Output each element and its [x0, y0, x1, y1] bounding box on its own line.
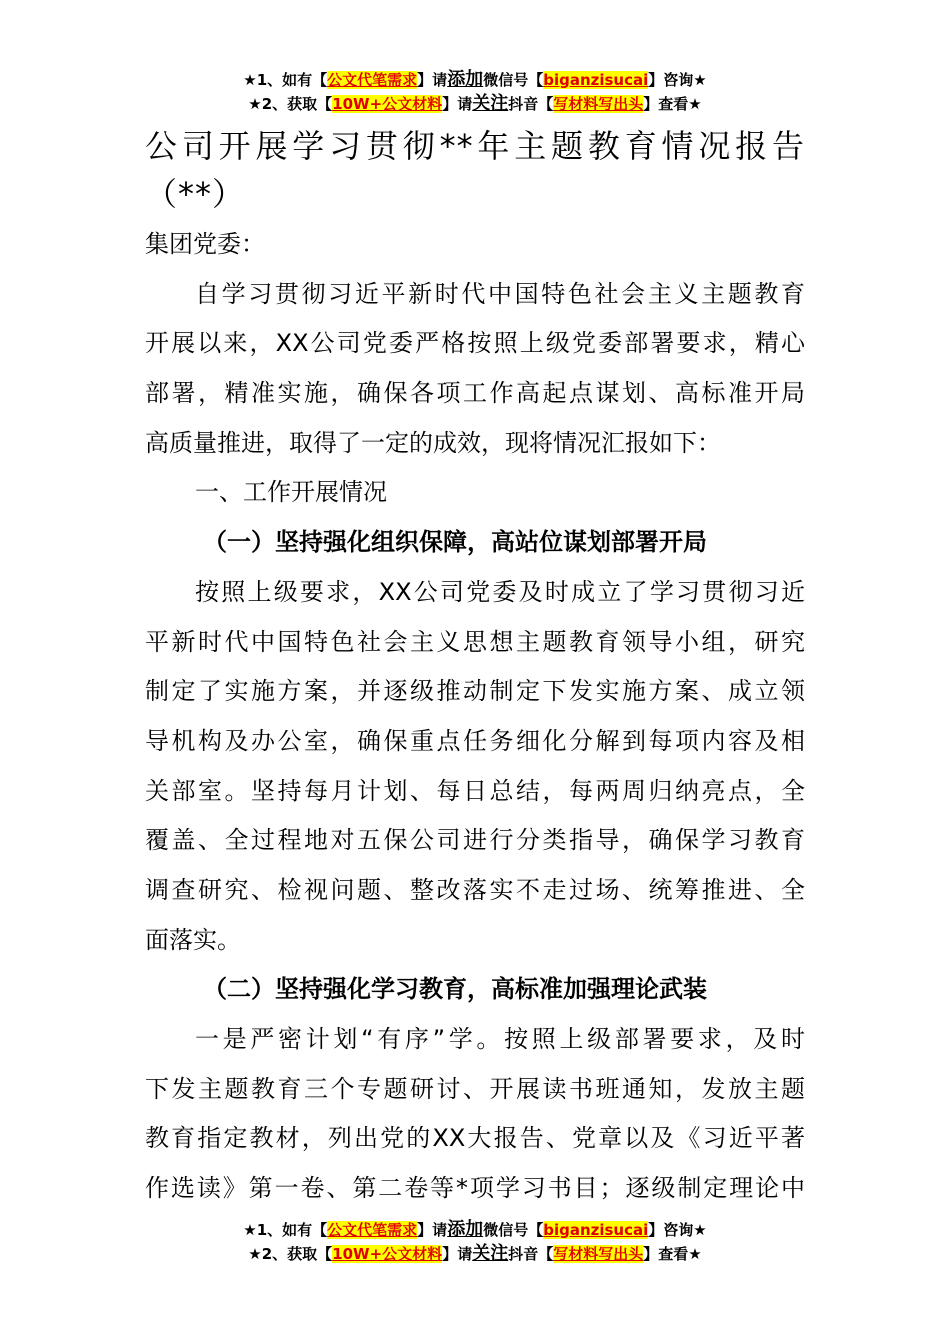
banner-text: 】咨询★: [648, 71, 707, 89]
banner-highlight: 写材料写出头: [553, 1245, 644, 1263]
text-line: 关部室。坚持每月计划、每日总结，每两周归纳亮点，全: [145, 776, 805, 805]
banner-emphasis: 关注: [472, 93, 509, 114]
banner-text: 微信号【: [483, 71, 544, 89]
text-line: 一是严密计划“有序”学。按照上级部署要求，及时: [195, 1025, 805, 1053]
text-line: 下发主题教育三个专题研讨、开展读书班通知，发放主题: [145, 1074, 805, 1103]
banner-text: 微信号【: [483, 1221, 544, 1239]
banner-text: 】查看★: [643, 1245, 702, 1263]
text-line: 部署，精准实施，确保各项工作高起点谋划、高标准开局: [145, 379, 805, 408]
banner-highlight: 10W+公文材料: [332, 1245, 443, 1263]
top-banner: [0, 68, 950, 116]
banner-highlight: 写材料写出头: [553, 95, 644, 113]
text-line: 开展以来，XX公司党委严格按照上级党委部署要求，精心: [145, 329, 805, 358]
subsection-heading: （二）坚持强化学习教育，高标准加强理论武装: [203, 975, 707, 1004]
banner-line-1: [0, 1218, 950, 1242]
banner-highlight: 10W+公文材料: [332, 95, 443, 113]
banner-text: 】请: [442, 95, 473, 113]
banner-text: 】咨询★: [648, 1221, 707, 1239]
banner-line-2: [0, 1242, 950, 1266]
banner-highlight: biganzisucai: [543, 1221, 649, 1239]
banner-line-2: [0, 92, 950, 116]
text-line: 覆盖、全过程地对五保公司进行分类指导，确保学习教育: [145, 826, 805, 855]
title-line: （**）: [145, 175, 246, 213]
text-line: 自学习贯彻习近平新时代中国特色社会主义主题教育: [195, 279, 805, 308]
banner-text: ★2、获取【: [248, 95, 333, 113]
salutation: 集团党委：: [145, 230, 265, 258]
text-line: 调查研究、检视问题、整改落实不走过场、统筹推进、全: [145, 875, 805, 904]
intro-paragraph: [145, 270, 805, 469]
text-line: 导机构及办公室，确保重点任务细化分解到每项内容及相: [145, 726, 805, 755]
banner-emphasis: 关注: [472, 1243, 509, 1264]
banner-highlight: 公文代笔需求: [327, 1221, 418, 1239]
text-line: 平新时代中国特色社会主义思想主题教育领导小组，研究: [145, 627, 805, 656]
banner-emphasis: 添加: [447, 1219, 484, 1240]
subsection-heading: （一）坚持强化组织保障，高站位谋划部署开局: [203, 528, 707, 557]
text-line: 作选读》第一卷、第二卷等*项学习书目；逐级制定理论中: [145, 1174, 805, 1203]
text-line: 教育指定教材，列出党的XX大报告、党章以及《习近平著: [145, 1124, 805, 1153]
document-title: [145, 122, 805, 218]
banner-highlight: 公文代笔需求: [327, 71, 418, 89]
banner-text: 】查看★: [643, 95, 702, 113]
banner-text: ★1、如有【: [243, 1221, 328, 1239]
banner-text: 抖音【: [508, 1245, 554, 1263]
banner-highlight: biganzisucai: [543, 71, 649, 89]
document-body: [145, 122, 805, 1214]
bottom-banner: [0, 1218, 950, 1266]
text-line: 面落实。: [145, 925, 241, 954]
section-heading: 一、工作开展情况: [195, 478, 387, 507]
banner-text: 】请: [417, 1221, 448, 1239]
banner-text: ★2、获取【: [248, 1245, 333, 1263]
paragraph: [145, 1015, 805, 1214]
banner-line-1: [0, 68, 950, 92]
text-line: 按照上级要求，XX公司党委及时成立了学习贯彻习近: [195, 577, 805, 606]
text-line: 高质量推进，取得了一定的成效，现将情况汇报如下：: [145, 428, 721, 457]
banner-text: ★1、如有【: [243, 71, 328, 89]
banner-emphasis: 添加: [447, 69, 484, 90]
text-line: 制定了实施方案，并逐级推动制定下发实施方案、成立领: [145, 677, 805, 706]
banner-text: 】请: [442, 1245, 473, 1263]
paragraph: [145, 568, 805, 966]
title-line: 公司开展学习贯彻**年主题教育情况报告: [145, 127, 805, 165]
banner-text: 抖音【: [508, 95, 554, 113]
banner-text: 】请: [417, 71, 448, 89]
